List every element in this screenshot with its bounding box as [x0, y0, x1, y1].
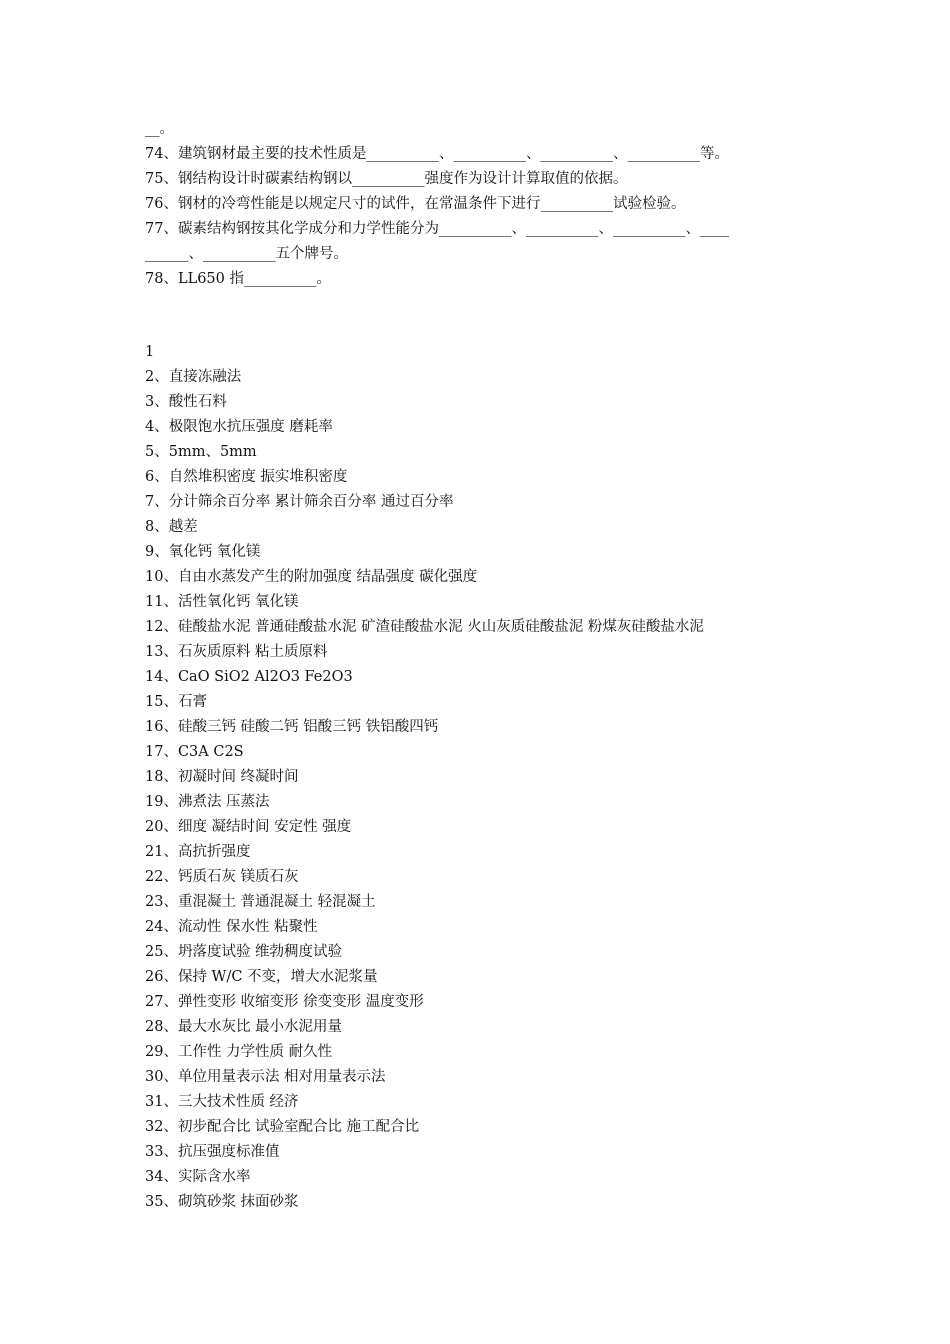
answer-line: 35、砌筑砂浆 抹面砂浆 — [145, 1194, 299, 1210]
answer-line: 1 — [145, 344, 155, 360]
answer-line: 22、钙质石灰 镁质石灰 — [145, 869, 299, 885]
answer-line: 4、极限饱水抗压强度 磨耗率 — [145, 419, 333, 435]
question-line: 76、钢材的冷弯性能是以规定尺寸的试件，在常温条件下进行__________试验检验。 — [145, 196, 686, 212]
question-section — [145, 117, 825, 292]
answer-line: 6、自然堆积密度 振实堆积密度 — [145, 469, 348, 485]
answer-line: 5、5mm、5mm — [145, 444, 257, 460]
answer-line: 29、工作性 力学性质 耐久性 — [145, 1044, 333, 1060]
answer-line: 7、分计筛余百分率 累计筛余百分率 通过百分率 — [145, 494, 454, 510]
answer-line: 17、C3A C2S — [145, 744, 244, 760]
answer-line: 21、高抗折强度 — [145, 844, 251, 860]
answer-line: 23、重混凝土 普通混凝土 轻混凝土 — [145, 894, 376, 910]
answer-line: 3、酸性石料 — [145, 394, 227, 410]
answer-line: 31、三大技术性质 经济 — [145, 1094, 299, 1110]
answer-line: 30、单位用量表示法 相对用量表示法 — [145, 1069, 386, 1085]
answer-line: 32、初步配合比 试验室配合比 施工配合比 — [145, 1119, 420, 1135]
answer-line: 20、细度 凝结时间 安定性 强度 — [145, 819, 352, 835]
answer-line: 18、初凝时间 终凝时间 — [145, 769, 299, 785]
answer-section — [145, 340, 825, 1215]
answer-line: 12、硅酸盐水泥 普通硅酸盐水泥 矿渣硅酸盐水泥 火山灰质硅酸盐泥 粉煤灰硅酸盐水泥 — [145, 619, 704, 635]
answer-line: 34、实际含水率 — [145, 1169, 251, 1185]
answer-line: 2、直接冻融法 — [145, 369, 242, 385]
answer-line: 15、石膏 — [145, 694, 207, 710]
answer-line: 8、越差 — [145, 519, 198, 535]
question-line: 74、建筑钢材最主要的技术性质是__________、__________、__________、__________等。 — [145, 146, 729, 162]
answer-line: 11、活性氧化钙 氧化镁 — [145, 594, 299, 610]
answer-line: 16、硅酸三钙 硅酸二钙 铝酸三钙 铁铝酸四钙 — [145, 719, 439, 735]
answer-line: 26、保持 W/C 不变，增大水泥浆量 — [145, 969, 378, 985]
answer-line: 10、自由水蒸发产生的附加强度 结晶强度 碳化强度 — [145, 569, 478, 585]
question-line: 78、LL650 指__________。 — [145, 271, 331, 287]
answer-line: 25、坍落度试验 维勃稠度试验 — [145, 944, 343, 960]
answer-line: 24、流动性 保水性 粘聚性 — [145, 919, 318, 935]
answer-line: 28、最大水灰比 最小水泥用量 — [145, 1019, 343, 1035]
question-line: 77、碳素结构钢按其化学成分和力学性能分为__________、__________、__________、____ — [145, 221, 729, 237]
question-line: 75、钢结构设计时碳素结构钢以__________强度作为设计计算取值的依据。 — [145, 171, 628, 187]
question-line: __。 — [145, 121, 174, 137]
answer-line: 27、弹性变形 收缩变形 徐变变形 温度变形 — [145, 994, 424, 1010]
answer-line: 9、氧化钙 氧化镁 — [145, 544, 261, 560]
answer-line: 13、石灰质原料 粘土质原料 — [145, 644, 328, 660]
answer-line: 19、沸煮法 压蒸法 — [145, 794, 270, 810]
answer-line: 33、抗压强度标准值 — [145, 1144, 280, 1160]
answer-line: 14、CaO SiO2 Al2O3 Fe2O3 — [145, 669, 353, 685]
question-line: ______、__________五个牌号。 — [145, 246, 348, 262]
